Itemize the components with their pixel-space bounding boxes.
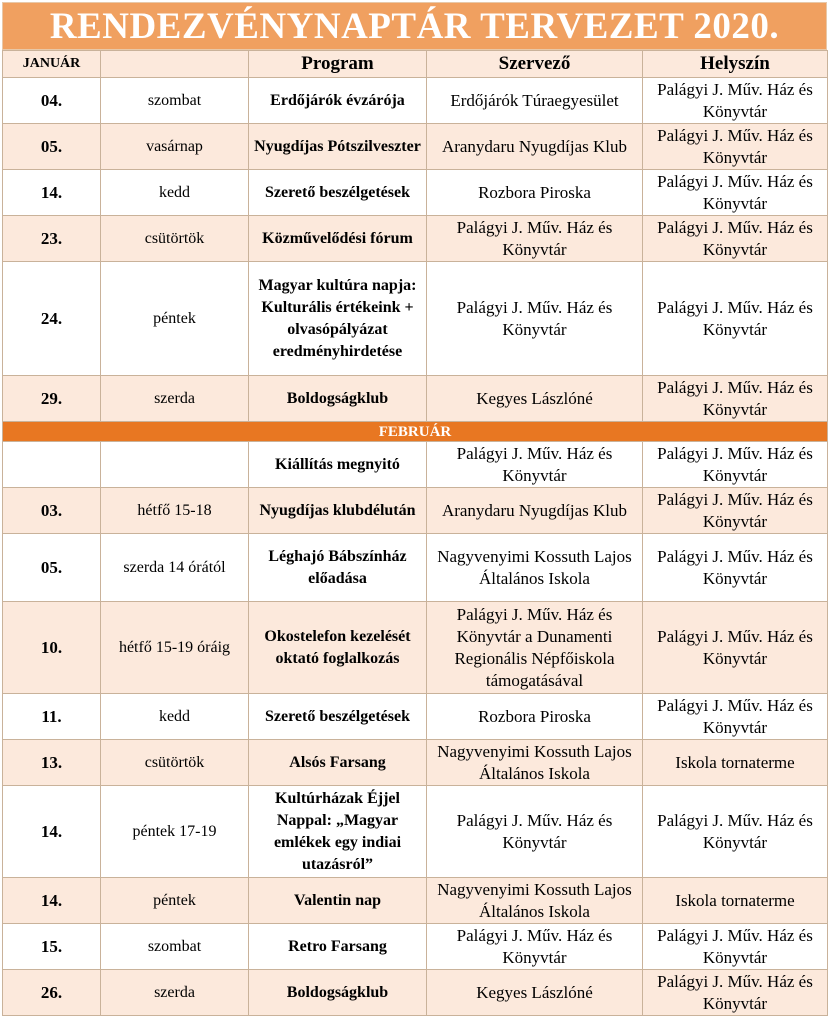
cell-date: 29. bbox=[3, 376, 101, 422]
month-section-label: FEBRUÁR bbox=[3, 422, 828, 442]
cell-organizer: Aranydaru Nyugdíjas Klub bbox=[427, 124, 643, 170]
cell-program: Okostelefon kezelését oktató foglalkozás bbox=[249, 602, 427, 694]
cell-venue: Palágyi J. Műv. Ház és Könyvtár bbox=[643, 262, 828, 376]
cell-date: 04. bbox=[3, 78, 101, 124]
cell-day: péntek bbox=[101, 262, 249, 376]
event-table-body bbox=[3, 51, 828, 1016]
cell-date: 24. bbox=[3, 262, 101, 376]
table-row bbox=[3, 442, 828, 488]
cell-day: péntek 17-19 bbox=[101, 786, 249, 878]
cell-day: péntek bbox=[101, 878, 249, 924]
cell-venue: Palágyi J. Műv. Ház és Könyvtár bbox=[643, 786, 828, 878]
cell-day: kedd bbox=[101, 694, 249, 740]
cell-day: kedd bbox=[101, 170, 249, 216]
cell-program: Alsós Farsang bbox=[249, 740, 427, 786]
cell-day: csütörtök bbox=[101, 740, 249, 786]
header-day bbox=[101, 51, 249, 78]
cell-venue: Palágyi J. Műv. Ház és Könyvtár bbox=[643, 124, 828, 170]
cell-organizer: Palágyi J. Műv. Ház és Könyvtár bbox=[427, 216, 643, 262]
cell-venue: Iskola tornaterme bbox=[643, 740, 828, 786]
table-row bbox=[3, 124, 828, 170]
cell-date: 11. bbox=[3, 694, 101, 740]
cell-organizer: Palágyi J. Műv. Ház és Könyvtár bbox=[427, 924, 643, 970]
cell-venue: Palágyi J. Műv. Ház és Könyvtár bbox=[643, 376, 828, 422]
cell-organizer: Kegyes Lászlóné bbox=[427, 970, 643, 1016]
cell-organizer: Rozbora Piroska bbox=[427, 170, 643, 216]
cell-organizer: Palágyi J. Műv. Ház és Könyvtár bbox=[427, 786, 643, 878]
cell-day: szerda bbox=[101, 970, 249, 1016]
month-section-row bbox=[3, 422, 828, 442]
header-organizer: Szervező bbox=[427, 51, 643, 78]
cell-date: 05. bbox=[3, 124, 101, 170]
table-row bbox=[3, 78, 828, 124]
cell-day: szerda 14 órától bbox=[101, 534, 249, 602]
table-row bbox=[3, 740, 828, 786]
cell-program: Magyar kultúra napja: Kulturális értékeink + olvasópályázat eredményhirdetése bbox=[249, 262, 427, 376]
cell-program: Erdőjárók évzárója bbox=[249, 78, 427, 124]
cell-venue: Palágyi J. Műv. Ház és Könyvtár bbox=[643, 970, 828, 1016]
cell-day: szombat bbox=[101, 924, 249, 970]
cell-program: Boldogságklub bbox=[249, 376, 427, 422]
cell-date: 26. bbox=[3, 970, 101, 1016]
cell-organizer: Palágyi J. Műv. Ház és Könyvtár bbox=[427, 262, 643, 376]
cell-venue: Iskola tornaterme bbox=[643, 878, 828, 924]
header-venue: Helyszín bbox=[643, 51, 828, 78]
header-program: Program bbox=[249, 51, 427, 78]
cell-venue: Palágyi J. Műv. Ház és Könyvtár bbox=[643, 216, 828, 262]
cell-program: Boldogságklub bbox=[249, 970, 427, 1016]
cell-date: 23. bbox=[3, 216, 101, 262]
cell-program: Valentin nap bbox=[249, 878, 427, 924]
cell-day: csütörtök bbox=[101, 216, 249, 262]
cell-date: 03. bbox=[3, 488, 101, 534]
cell-organizer: Nagyvenyimi Kossuth Lajos Általános Iskola bbox=[427, 534, 643, 602]
cell-organizer: Nagyvenyimi Kossuth Lajos Általános Iskola bbox=[427, 878, 643, 924]
table-row bbox=[3, 786, 828, 878]
table-row bbox=[3, 970, 828, 1016]
cell-date: 05. bbox=[3, 534, 101, 602]
cell-venue: Palágyi J. Műv. Ház és Könyvtár bbox=[643, 78, 828, 124]
table-row bbox=[3, 216, 828, 262]
calendar-page bbox=[2, 2, 827, 1016]
cell-organizer: Kegyes Lászlóné bbox=[427, 376, 643, 422]
table-header-row bbox=[3, 51, 828, 78]
cell-program: Léghajó Bábszínház előadása bbox=[249, 534, 427, 602]
cell-organizer: Palágyi J. Műv. Ház és Könyvtár bbox=[427, 442, 643, 488]
cell-organizer: Aranydaru Nyugdíjas Klub bbox=[427, 488, 643, 534]
cell-date: 10. bbox=[3, 602, 101, 694]
cell-program: Közművelődési fórum bbox=[249, 216, 427, 262]
cell-date: 15. bbox=[3, 924, 101, 970]
cell-venue: Palágyi J. Műv. Ház és Könyvtár bbox=[643, 924, 828, 970]
table-row bbox=[3, 170, 828, 216]
cell-program: Nyugdíjas klubdélután bbox=[249, 488, 427, 534]
table-row bbox=[3, 694, 828, 740]
cell-organizer: Erdőjárók Túraegyesület bbox=[427, 78, 643, 124]
event-table bbox=[2, 50, 828, 1016]
cell-venue: Palágyi J. Műv. Ház és Könyvtár bbox=[643, 488, 828, 534]
cell-program: Nyugdíjas Pótszilveszter bbox=[249, 124, 427, 170]
cell-date: 14. bbox=[3, 786, 101, 878]
cell-venue: Palágyi J. Műv. Ház és Könyvtár bbox=[643, 442, 828, 488]
cell-organizer: Nagyvenyimi Kossuth Lajos Általános Iskola bbox=[427, 740, 643, 786]
cell-venue: Palágyi J. Műv. Ház és Könyvtár bbox=[643, 534, 828, 602]
cell-program: Kultúrházak Éjjel Nappal: „Magyar emlékek egy indiai utazásról” bbox=[249, 786, 427, 878]
cell-day: szombat bbox=[101, 78, 249, 124]
cell-day: hétfő 15-18 bbox=[101, 488, 249, 534]
cell-program: Szerető beszélgetések bbox=[249, 170, 427, 216]
table-row bbox=[3, 488, 828, 534]
table-row bbox=[3, 878, 828, 924]
cell-program: Retro Farsang bbox=[249, 924, 427, 970]
cell-date: 14. bbox=[3, 878, 101, 924]
table-row bbox=[3, 376, 828, 422]
table-row bbox=[3, 534, 828, 602]
cell-organizer: Rozbora Piroska bbox=[427, 694, 643, 740]
cell-venue: Palágyi J. Műv. Ház és Könyvtár bbox=[643, 694, 828, 740]
header-month: JANUÁR bbox=[3, 51, 101, 78]
cell-day: szerda bbox=[101, 376, 249, 422]
cell-day: hétfő 15-19 óráig bbox=[101, 602, 249, 694]
cell-day bbox=[101, 442, 249, 488]
cell-date: 13. bbox=[3, 740, 101, 786]
cell-program: Kiállítás megnyitó bbox=[249, 442, 427, 488]
cell-venue: Palágyi J. Műv. Ház és Könyvtár bbox=[643, 170, 828, 216]
cell-date: 14. bbox=[3, 170, 101, 216]
page-title: RENDEZVÉNYNAPTÁR TERVEZET 2020. bbox=[2, 2, 827, 50]
table-row bbox=[3, 924, 828, 970]
cell-organizer: Palágyi J. Műv. Ház és Könyvtár a Dunamenti Regionális Népfőiskola támogatásával bbox=[427, 602, 643, 694]
cell-date bbox=[3, 442, 101, 488]
table-row bbox=[3, 602, 828, 694]
cell-program: Szerető beszélgetések bbox=[249, 694, 427, 740]
cell-day: vasárnap bbox=[101, 124, 249, 170]
cell-venue: Palágyi J. Műv. Ház és Könyvtár bbox=[643, 602, 828, 694]
table-row bbox=[3, 262, 828, 376]
